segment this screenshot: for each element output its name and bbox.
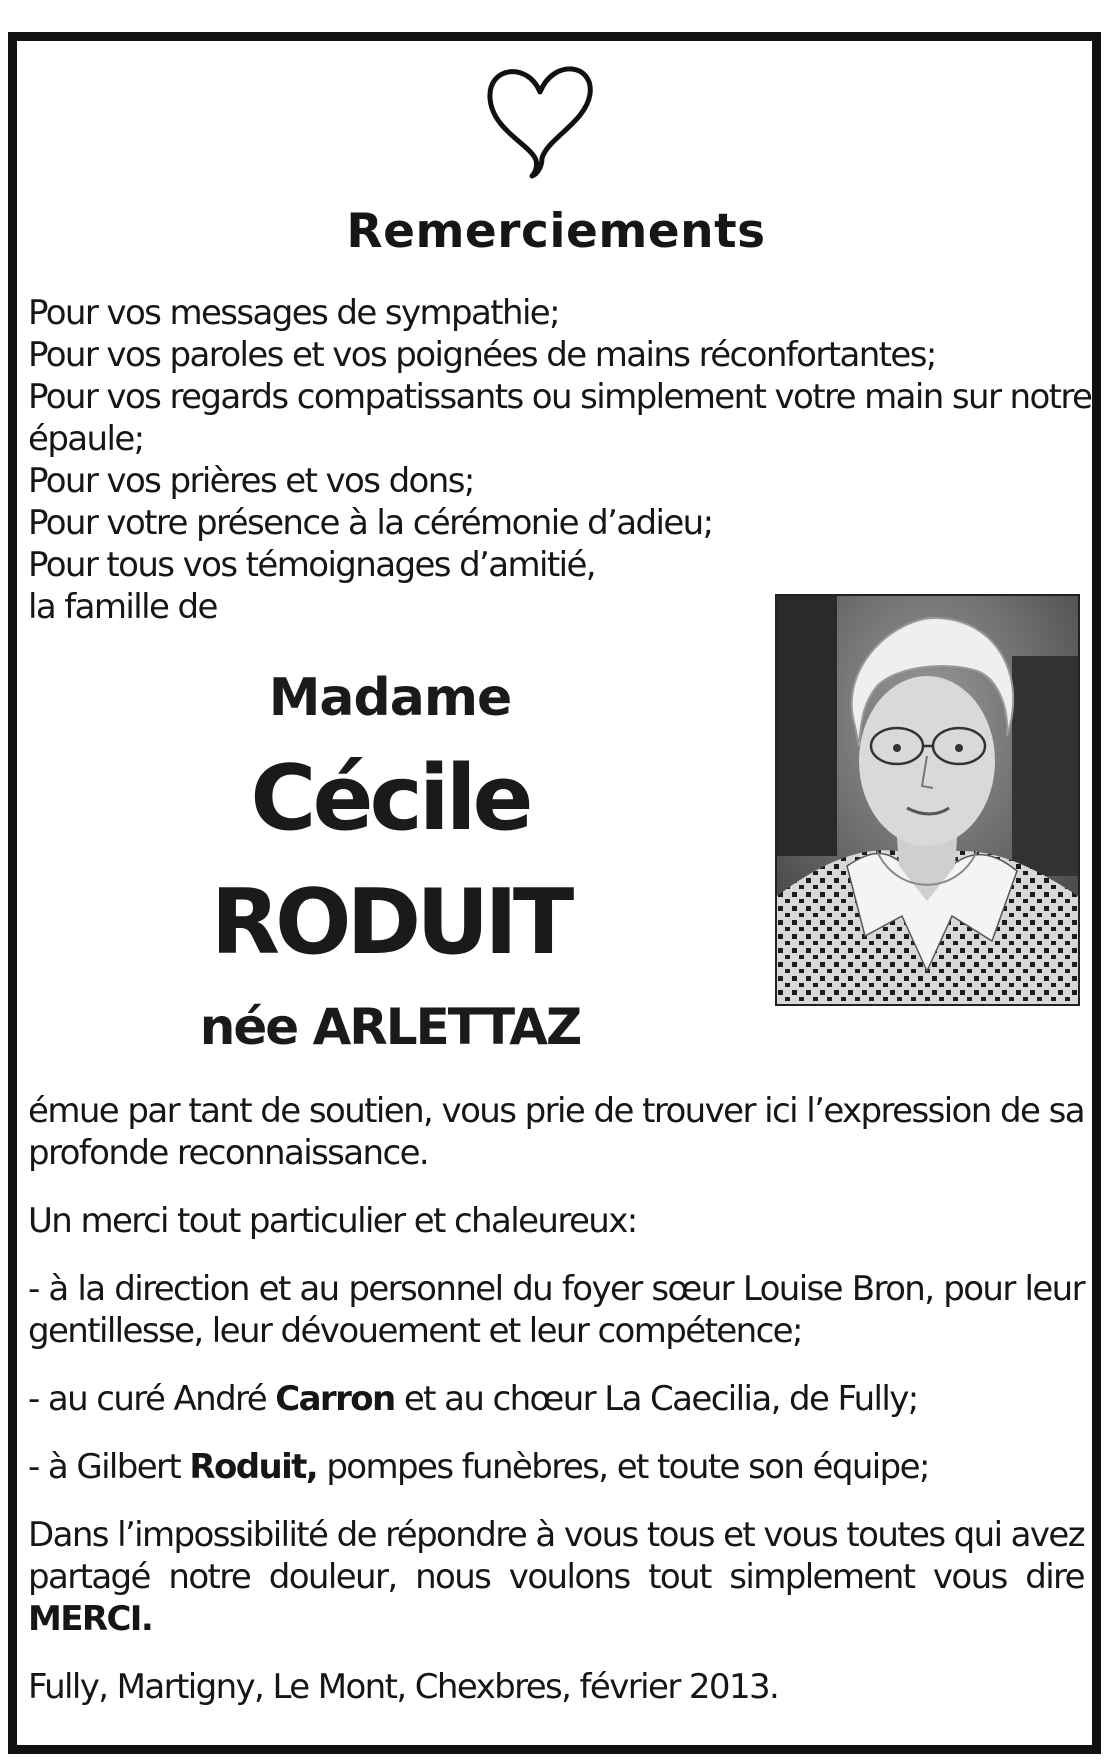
deceased-first-name: Cécile <box>250 746 530 851</box>
text-span: - à Gilbert <box>28 1447 190 1487</box>
intro-line: Pour vos prières et vos dons; <box>28 461 474 501</box>
heart-icon <box>478 58 606 186</box>
text-span: Dans l’impossibilité de répondre à vous tous et vous toutes qui avez partagé notre douleur, nous voulons tout simplement vous dire <box>28 1515 1084 1597</box>
body-paragraph <box>28 1378 1084 1420</box>
deceased-maiden-name: née ARLETTAZ <box>199 998 581 1056</box>
body-text <box>28 1090 1084 1734</box>
intro-line: Pour vos paroles et vos poignées de mains réconfortantes; <box>28 335 936 375</box>
intro-line: épaule; <box>28 419 144 459</box>
body-paragraph <box>28 1446 1084 1488</box>
name-carron: Carron <box>275 1379 395 1419</box>
portrait-photo <box>775 594 1080 1006</box>
body-paragraph: émue par tant de soutien, vous prie de trouver ici l’expression de sa profonde reconnaissance. <box>28 1091 1084 1173</box>
intro-line: Pour vos regards compatissants ou simplement votre main sur notre <box>28 377 1092 417</box>
deceased-title: Madame <box>268 668 512 728</box>
text-span: - au curé André <box>28 1379 276 1419</box>
intro-line: Pour vos messages de sympathie; <box>28 293 559 333</box>
body-paragraph <box>28 1514 1084 1640</box>
heading: Remerciements <box>346 204 766 259</box>
body-paragraph: - à la direction et au personnel du foyer sœur Louise Bron, pour leur gentillesse, leur dévouement et leur compétence; <box>28 1269 1084 1351</box>
intro-line: la famille de <box>28 587 217 627</box>
name-roduit: Roduit, <box>189 1447 318 1487</box>
text-span: pompes funèbres, et toute son équipe; <box>317 1447 929 1487</box>
merci-emphasis: MERCI. <box>28 1599 153 1639</box>
closing-line: Fully, Martigny, Le Mont, Chexbres, février 2013. <box>28 1667 779 1707</box>
body-paragraph: Un merci tout particulier et chaleureux: <box>28 1201 637 1241</box>
intro-line: Pour tous vos témoignages d’amitié, <box>28 545 595 585</box>
text-span: et au chœur La Caecilia, de Fully; <box>394 1379 918 1419</box>
intro-line: Pour votre présence à la cérémonie d’adieu; <box>28 503 713 543</box>
intro-text <box>28 292 1092 628</box>
deceased-last-name: RODUIT <box>210 870 570 975</box>
portrait-illustration <box>777 596 1078 1004</box>
